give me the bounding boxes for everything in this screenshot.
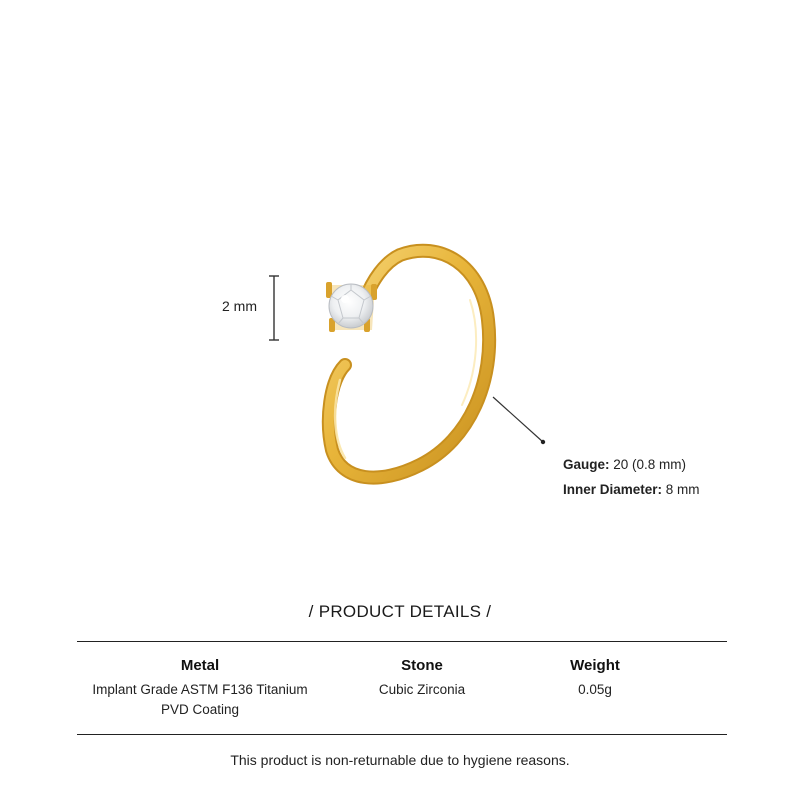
weight-heading: Weight — [570, 657, 620, 674]
stone-heading: Stone — [401, 657, 443, 674]
weight-column — [535, 656, 655, 700]
metal-value-line: PVD Coating — [160, 702, 240, 717]
stone-dimension-marker — [269, 276, 279, 340]
gauge-value: 20 (0.8 mm) — [609, 457, 687, 472]
gauge-label: Gauge: — [563, 457, 610, 472]
gauge-spec — [563, 457, 686, 472]
product-details-title: / PRODUCT DETAILS / — [308, 602, 492, 621]
inner-diameter-label: Inner Diameter: — [563, 482, 663, 497]
stone-value: Cubic Zirconia — [378, 682, 466, 697]
inner-diameter-value: 8 mm — [662, 482, 700, 497]
divider-top — [77, 641, 727, 642]
cubic-zirconia-stone — [329, 284, 373, 328]
divider-bottom — [77, 734, 727, 735]
stone-size-label: 2 mm — [222, 298, 257, 314]
stone-column — [352, 656, 492, 700]
metal-column — [90, 656, 310, 720]
metal-heading: Metal — [180, 657, 220, 674]
weight-value: 0.05g — [578, 682, 612, 697]
spec-pointer-line — [493, 397, 545, 444]
metal-value-line: Implant Grade ASTM F136 Titanium — [92, 682, 308, 697]
return-policy-note: This product is non-returnable due to hygiene reasons. — [230, 752, 570, 768]
inner-diameter-spec — [563, 482, 700, 497]
